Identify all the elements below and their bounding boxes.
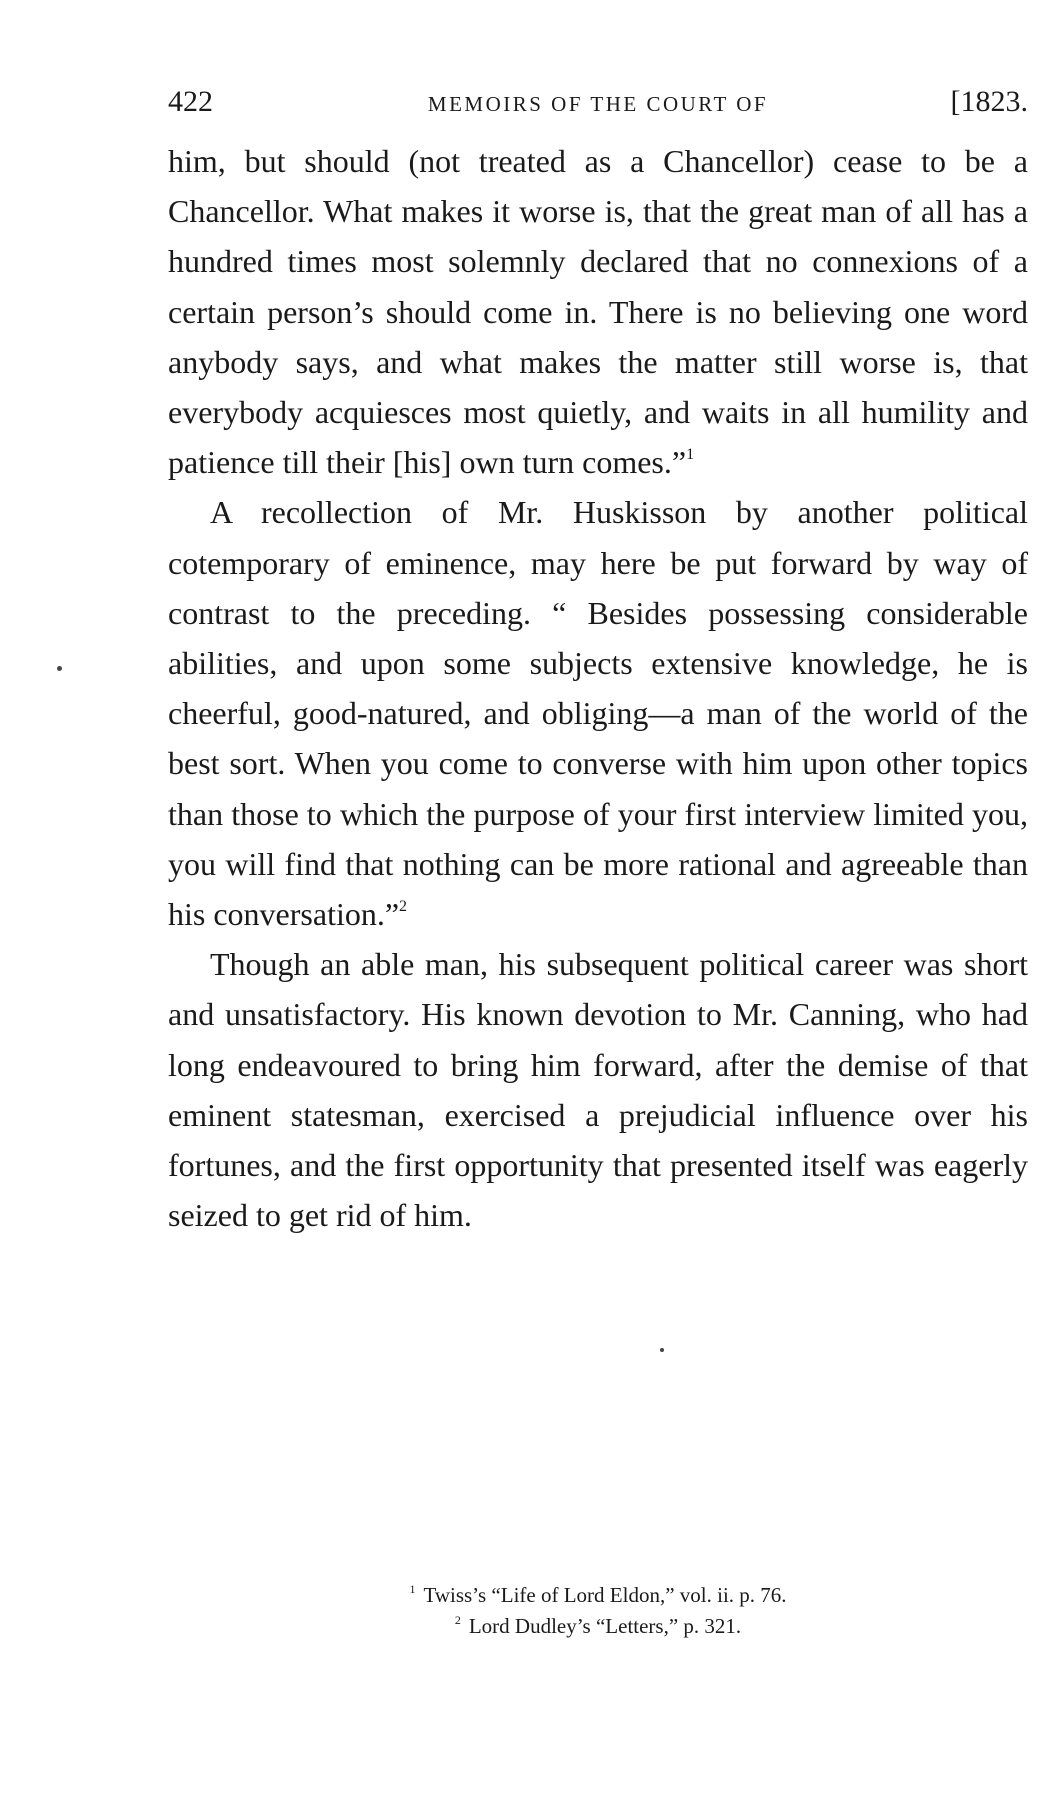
footnote [168, 1580, 1028, 1611]
paragraph-text: A recollection of Mr. Huskisson by another political cotemporary of eminence, may here be put forward by way of contrast to the preceding. “ Besides possessing considerable abilities, and upon some subjects extensive knowledge, he is cheerful, good-natured, and obliging—a man of the world of the best sort. When you come to converse with him upon other topics than those to which the purpose of your first interview limited you, you will find that nothing can be more rational and agreeable than his conversation.” [168, 494, 1028, 933]
running-head [168, 82, 1028, 122]
paragraph [168, 487, 1028, 939]
footnote-ref: 2 [399, 898, 408, 916]
paragraph [168, 939, 1028, 1240]
footnote-text: Twiss’s “Life of Lord Eldon,” vol. ii. p. 76. [423, 1583, 787, 1607]
running-title: MEMOIRS OF THE COURT OF [427, 92, 769, 116]
footnote-text: Lord Dudley’s “Letters,” p. 321. [468, 1614, 742, 1638]
running-year: [1823. [950, 85, 1028, 118]
footnotes [168, 1580, 1028, 1642]
ink-speck [57, 666, 62, 671]
footnote [168, 1611, 1028, 1642]
footnote-ref: 1 [686, 446, 695, 464]
footnote-marker: 2 [454, 1613, 461, 1627]
body-text [168, 136, 1028, 1240]
footnote-marker: 1 [409, 1582, 416, 1596]
ink-speck [660, 1348, 664, 1352]
paragraph-text: Though an able man, his subsequent political career was short and unsatisfactory. His known devotion to Mr. Canning, who had long endeavoured to bring him forward, after the demise of that eminent statesman, exercised a prejudicial influence over his fortunes, and the first opportunity that presented itself was eagerly seized to get rid of him. [168, 946, 1028, 1234]
page-number: 422 [168, 85, 213, 118]
paragraph-text: him, but should (not treated as a Chancellor) cease to be a Chancellor. What makes it worse is, that the great man of all has a hundred times most solemnly declared that no connexions of a certain person’s should come in. There is no believing one word anybody says, and what makes the matter still worse is, that everybody acquiesces most quietly, and waits in all humility and patience till their [his] own turn comes.” [168, 143, 1028, 481]
book-page [168, 82, 1028, 1240]
paragraph [168, 136, 1028, 487]
